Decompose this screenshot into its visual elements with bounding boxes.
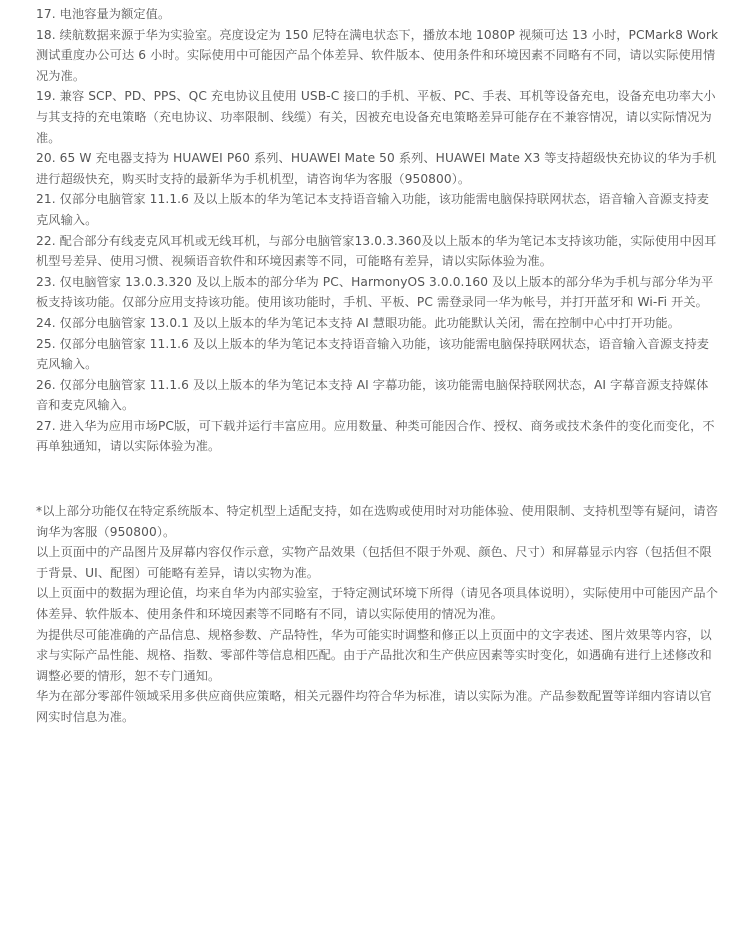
footnote-23: 23. 仅电脑管家 13.0.3.320 及以上版本的部分华为 PC、HarmonyOS 3.0.0.160 及以上版本的部分华为手机与部分华为平板支持该功能。仅部分应用支持该功能。使用该功能时，手机、平板、PC 需登录同一华为帐号，并打开蓝牙和 Wi-Fi 开关。 [36,274,714,310]
disclaimer-adjustments: 为提供尽可能准确的产品信息、规格参数、产品特性，华为可能实时调整和修正以上页面中的文字表述、图片效果等内容，以求与实际产品性能、规格、指数、零部件等信息相匹配。由于产品批次和生产供应因素等实时变化，如遇确有进行上述修改和调整必要的情形，恕不专门通知。 [36,627,712,683]
footnote-list [36,4,720,457]
disclaimer-suppliers: 华为在部分零部件领域采用多供应商供应策略，相关元器件均符合华为标准，请以实际为准。产品参数配置等详细内容请以官网实时信息为准。 [36,689,712,724]
footnote-17: 17. 电池容量为额定值。 [36,7,171,21]
footnote-26: 26. 仅部分电脑管家 11.1.6 及以上版本的华为笔记本支持 AI 字幕功能，该功能需电脑保持联网状态，AI 字幕音源支持媒体音和麦克风输入。 [36,377,709,413]
footnote-27: 27. 进入华为应用市场PC版，可下载并运行丰富应用。应用数量、种类可能因合作、授权、商务或技术条件的变化而变化，不再单独通知，请以实际体验为准。 [36,418,715,454]
footnote-24: 24. 仅部分电脑管家 13.0.1 及以上版本的华为笔记本支持 AI 慧眼功能。此功能默认关闭，需在控制中心中打开功能。 [36,315,680,330]
disclaimer-images: 以上页面中的产品图片及屏幕内容仅作示意，实物产品效果（包括但不限于外观、颜色、尺寸）和屏幕显示内容（包括但不限于背景、UI、配图）可能略有差异，请以实物为准。 [36,545,712,580]
footnote-22: 22. 配合部分有线麦克风耳机或无线耳机，与部分电脑管家13.0.3.360及以上版本的华为笔记本支持该功能，实际使用中因耳机型号差异、使用习惯、视频语音软件和环境因素等不同，可能略有差异，请以实际体验为准。 [36,233,717,269]
disclaimer-data: 以上页面中的数据为理论值，均来自华为内部实验室，于特定测试环境下所得（请见各项具体说明），实际使用中可能因产品个体差异、软件版本、使用条件和环境因素等不同略有不同，请以实际使用的情况为准。 [36,586,718,622]
footnote-18: 18. 续航数据来源于华为实验室。亮度设定为 150 尼特在满电状态下，播放本地 1080P 视频可达 13 小时，PCMark8 Work 测试重度办公可达 6 小时。实际使用中可能因产品个体差异、软件版本、使用条件和环境因素不同略有不同，请以实际使用情况为准。 [36,27,719,83]
footnote-19: 19. 兼容 SCP、PD、PPS、QC 充电协议且使用 USB-C 接口的手机、平板、PC、手表、耳机等设备充电，设备充电功率大小与其支持的充电策略（充电协议、功率限制、线缆）有关，因被充电设备充电策略差异可能存在不兼容情况，请以实际情况为准。 [36,89,716,145]
footnote-20: 20. 65 W 充电器支持为 HUAWEI P60 系列、HUAWEI Mate 50 系列、HUAWEI Mate X3 等支持超级快充协议的华为手机进行超级快充，购买时支持的最新华为手机机型，请咨询华为客服（950800）。 [36,151,717,186]
disclaimer-feature-support: *以上部分功能仅在特定系统版本、特定机型上适配支持，如在选购或使用时对功能体验、使用限制、支持机型等有疑问，请咨询华为客服（950800）。 [36,504,719,539]
disclaimer-list [36,501,720,728]
footnote-21: 21. 仅部分电脑管家 11.1.6 及以上版本的华为笔记本支持语音输入功能，该功能需电脑保持联网状态，语音输入音源支持麦克风输入。 [36,192,710,227]
footnote-25: 25. 仅部分电脑管家 11.1.6 及以上版本的华为笔记本支持语音输入功能，该功能需电脑保持联网状态，语音输入音源支持麦克风输入。 [36,336,710,372]
